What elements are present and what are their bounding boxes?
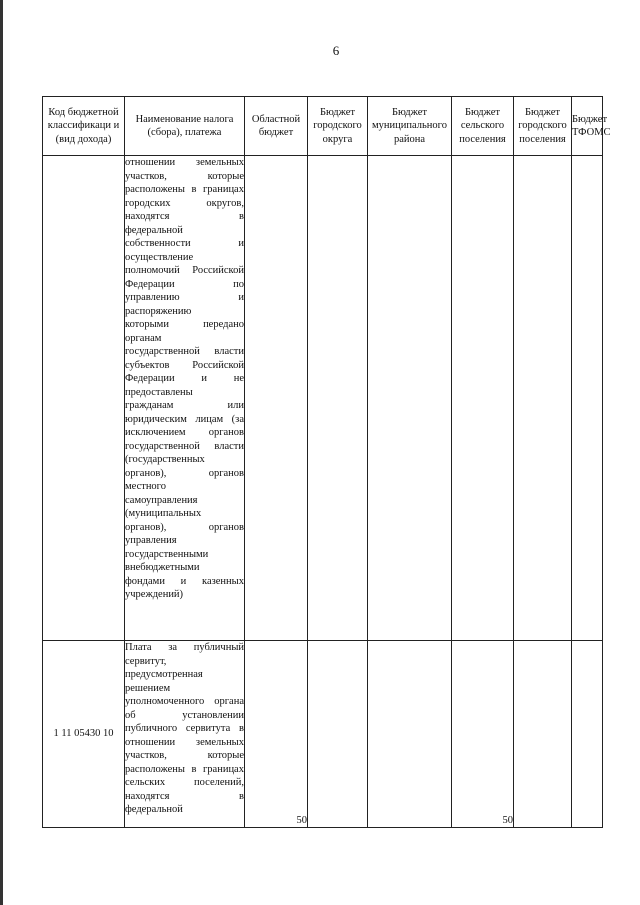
- value-cell-rural-settlement: [452, 156, 514, 641]
- code-cell: [43, 156, 125, 641]
- name-line: которыми передано: [125, 319, 244, 330]
- name-line: Федерации и не: [125, 373, 244, 384]
- name-line: городских округов,: [125, 197, 244, 209]
- name-line: предусмотренная: [125, 669, 203, 680]
- name-line: распоряжению: [125, 305, 192, 317]
- name-line: управления: [125, 535, 177, 546]
- header-city-district: Бюджет городского округа: [308, 97, 368, 156]
- name-line: отношении земельных: [125, 157, 244, 168]
- name-line: органов), органов: [125, 467, 244, 479]
- value-cell-urban-settlement: [514, 641, 572, 828]
- name-line: собственности и: [125, 238, 244, 249]
- name-line: внебюджетными: [125, 562, 200, 573]
- name-line: отношении земельных: [125, 736, 244, 748]
- name-line: (муниципальных: [125, 508, 202, 519]
- name-line: сервитут,: [125, 655, 167, 667]
- value-cell-tfoms: [572, 156, 603, 641]
- name-line: осуществление: [125, 251, 194, 263]
- name-line: находятся в: [125, 790, 244, 802]
- name-line: государственными: [125, 548, 209, 560]
- name-line: самоуправления: [125, 494, 198, 506]
- name-line: государственной власти: [125, 440, 244, 452]
- name-line: федеральной: [125, 804, 183, 815]
- name-line: уполномоченного органа: [125, 696, 244, 707]
- name-line: местного: [125, 481, 166, 492]
- name-line: государственной власти: [125, 346, 244, 357]
- header-name: Наименование налога (сбора), платежа: [125, 97, 245, 156]
- budget-table: [42, 96, 611, 828]
- name-line: фондами и казенных: [125, 575, 244, 587]
- name-line: участков, которые: [125, 170, 244, 182]
- name-line: федеральной: [125, 224, 183, 236]
- value-cell-rural-settlement: 50: [452, 641, 514, 828]
- name-line: сельских поселений,: [125, 777, 244, 788]
- header-municipal-district: Бюджет муниципального района: [368, 97, 452, 156]
- page-edge: [0, 0, 3, 905]
- name-cell: [125, 156, 245, 641]
- name-line: расположены в границах: [125, 763, 244, 775]
- header-row: [43, 97, 603, 156]
- name-line: предоставлены: [125, 386, 193, 398]
- header-tfoms: Бюджет ТФОМС: [572, 97, 603, 156]
- name-line: субъектов Российской: [125, 359, 244, 371]
- value-cell-municipal-district: [368, 641, 452, 828]
- value-cell-regional: 50: [245, 641, 308, 828]
- name-line: расположены в границах: [125, 184, 244, 195]
- header-regional: Областной бюджет: [245, 97, 308, 156]
- header-rural-settlement: Бюджет сельского поселения: [452, 97, 514, 156]
- name-line: исключением органов: [125, 427, 244, 438]
- name-line: юридическим лицам (за: [125, 413, 244, 425]
- name-line: учреждений): [125, 589, 184, 600]
- name-line: (государственных: [125, 454, 205, 465]
- header-urban-settlement: Бюджет городского поселения: [514, 97, 572, 156]
- name-cell: [125, 641, 245, 828]
- name-line: об установлении: [125, 709, 244, 721]
- name-line: гражданам или: [125, 400, 244, 411]
- value-cell-regional: [245, 156, 308, 641]
- name-line: участков, которые: [125, 750, 244, 761]
- value-cell-city-district: [308, 641, 368, 828]
- page-number: 6: [332, 43, 340, 58]
- name-line: полномочий Российской: [125, 265, 244, 276]
- code-cell: 1 11 05430 10: [43, 641, 125, 828]
- name-line: Плата за публичный: [125, 642, 244, 653]
- value-cell-tfoms: [572, 641, 603, 828]
- name-line: органов), органов: [125, 521, 244, 533]
- value-cell-urban-settlement: [514, 156, 572, 641]
- name-line: решением: [125, 682, 171, 694]
- name-line: органам: [125, 332, 162, 344]
- name-line: находятся в: [125, 211, 244, 222]
- table-row: [43, 156, 603, 641]
- name-line: управлению и: [125, 292, 244, 303]
- header-code: Код бюджетной классификаци и (вид дохода): [43, 97, 125, 156]
- table-row: [43, 641, 603, 828]
- value-cell-municipal-district: [368, 156, 452, 641]
- name-line: Федерации по: [125, 278, 244, 290]
- name-line: публичного сервитута в: [125, 723, 244, 734]
- value-cell-city-district: [308, 156, 368, 641]
